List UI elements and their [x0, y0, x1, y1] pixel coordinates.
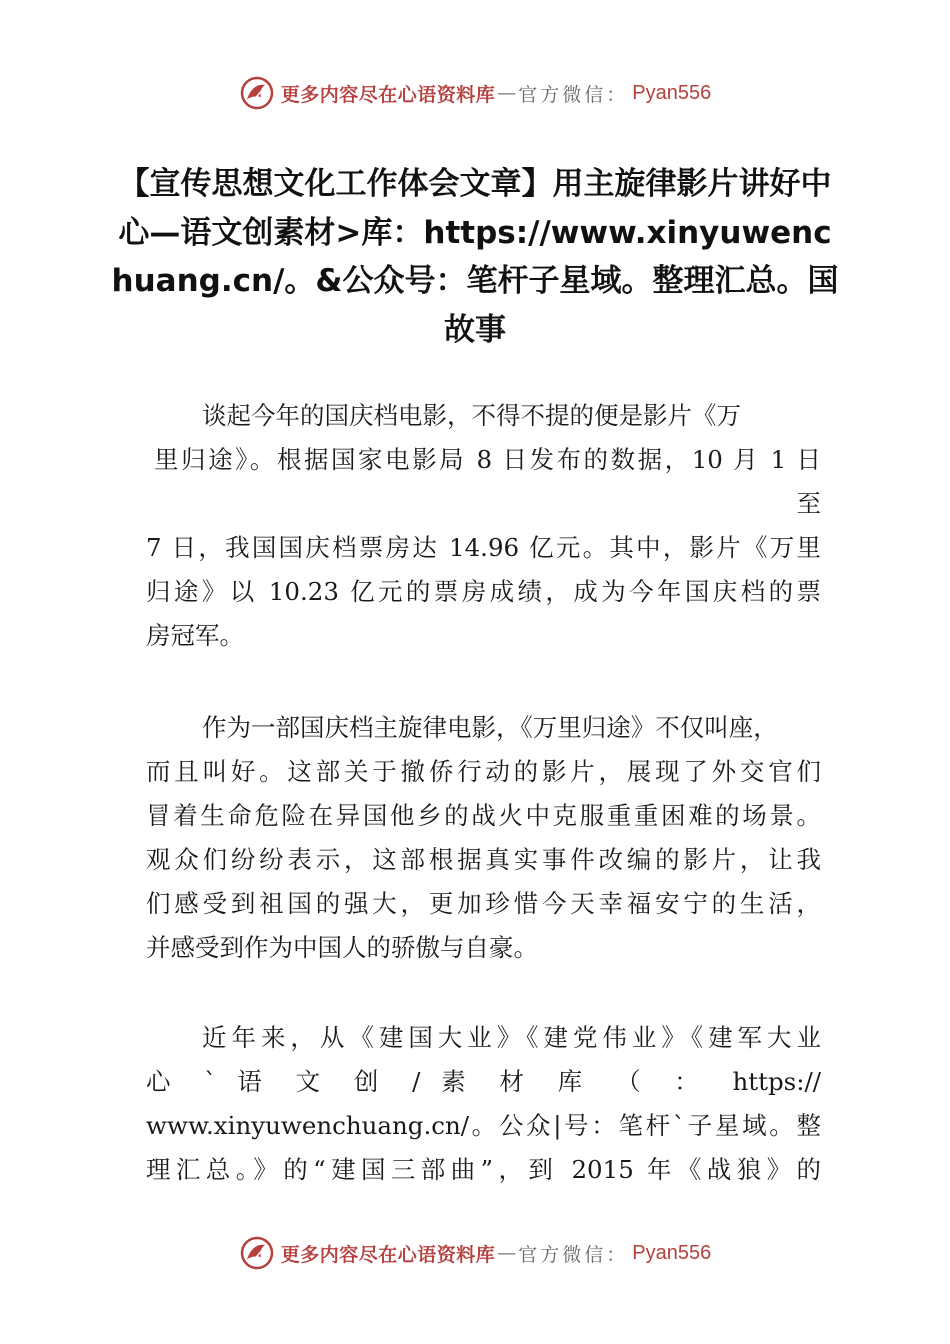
text-line: 们感受到祖国的强大，更加珍惜今天幸福安宁的生活， [146, 889, 821, 918]
text-line: 理汇总。》的“建国三部曲”，到 2015 年《战狼》的 [146, 1155, 821, 1184]
text-line: 7 日，我国国庆档票房达 14.96 亿元。其中，影片《万里 [146, 533, 821, 562]
text-line: 而且叫好。这部关于撤侨行动的影片，展现了外交官们 [146, 757, 821, 786]
watermark-separator: — [497, 82, 517, 104]
watermark-slogan: 更多内容尽在心语资料库 [280, 1243, 496, 1266]
text-line: 近年来，从《建国大业》《建党伟业》《建军大业 [202, 1023, 821, 1052]
text-line: 谈起今年的国庆档电影，不得不提的便是影片《万 [202, 401, 741, 430]
text-line: 作为一部国庆档主旋律电影，《万里归途》不仅叫座， [202, 713, 778, 742]
text-line: 观众们纷纷表示，这部根据真实事件改编的影片，让我 [146, 845, 821, 874]
watermark-separator: — [497, 1242, 517, 1264]
logo-icon [239, 1235, 275, 1271]
text-line: www.xinyuwenchuang.cn/。公众|号：笔杆`子星域。整 [146, 1111, 821, 1140]
paragraph-3 [146, 1016, 821, 1192]
text-line: 归途》以 10.23 亿元的票房成绩，成为今年国庆档的票 [146, 577, 821, 606]
text-line: 心 ` 语 文 创 / 素 材 库 （ ： https:// [146, 1067, 821, 1096]
text-line: 至 [796, 489, 821, 518]
document-title: 【宣传思想文化工作体会文章】用主旋律影片讲好中心—语文创素材>库：https://www.xinyuwenchuang.cn/。&公众号：笔杆子星域。整理汇总。国故事 [111, 166, 839, 348]
text-line: 冒着生命危险在异国他乡的战火中克服重重困难的场景。 [146, 801, 821, 830]
watermark-wechat-label: 官方微信： [518, 1243, 629, 1266]
text-line: 并感受到作为中国人的骄傲与自豪。 [146, 933, 538, 962]
header-watermark [0, 68, 950, 118]
paragraph-2 [146, 706, 821, 970]
logo-icon [239, 75, 275, 111]
watermark-wechat-id: Pyan556 [632, 1241, 712, 1264]
text-line: 里归途》。根据国家电影局 8 日发布的数据，10 月 1 日 [154, 445, 821, 474]
paragraph-1 [146, 394, 821, 658]
watermark-wechat-id: Pyan556 [632, 81, 712, 104]
watermark-slogan: 更多内容尽在心语资料库 [280, 83, 496, 106]
text-line: 房冠军。 [146, 621, 244, 650]
watermark-wechat-label: 官方微信： [518, 83, 629, 106]
footer-watermark [0, 1228, 950, 1278]
